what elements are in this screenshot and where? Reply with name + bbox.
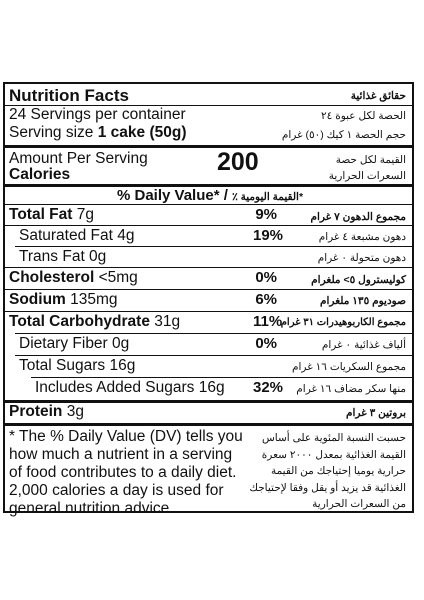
- nutrient-saturated-fat: [19, 227, 134, 245]
- divider-thick: [5, 423, 412, 426]
- nutrient-amount: 4g: [112, 227, 135, 244]
- nutrient-protein: [9, 403, 84, 421]
- daily-value-label: % Daily Value* /: [117, 187, 233, 204]
- calories-value: 200: [217, 148, 259, 176]
- servings-per-container-ar: الحصة لكل عبوة ٢٤: [321, 110, 406, 122]
- amount-per-serving: Amount Per Serving: [9, 150, 148, 167]
- nutrient-name: Total Sugars: [19, 357, 106, 374]
- nutrient-ar: دهون متحولة ٠ غرام: [317, 252, 406, 264]
- divider-thick: [5, 145, 412, 148]
- nutrient-pct: 9%: [255, 206, 277, 223]
- panel-title: Nutrition Facts: [9, 86, 129, 105]
- divider: [15, 333, 412, 334]
- nutrient-name: Trans Fat: [19, 248, 85, 265]
- nutrient-amount: <5mg: [94, 269, 138, 286]
- calories-label: Calories: [9, 166, 71, 183]
- footnote-ar: حسبت النسبة المئوية على أساس القيمة الغذائية بمعدل ٢٠٠٠ سعرة حرارية يوميا إحتياجك من القيمة الغذائية قد يزيد أو يقل وفقا لإحتياجك من السعرات الحرارية: [249, 432, 406, 510]
- nutrient-name: Total Carbohydrate: [9, 313, 150, 330]
- divider: [31, 377, 412, 378]
- divider: [5, 311, 412, 312]
- nutrient-dietary-fiber: [19, 335, 129, 353]
- nutrient-sodium: [9, 291, 118, 309]
- nutrient-pct: 6%: [255, 291, 277, 308]
- nutrient-ar: مجموع الدهون ٧ غرام: [310, 211, 406, 223]
- amount-per-serving-ar: القيمة لكل حصة: [335, 154, 406, 166]
- nutrient-pct: 19%: [253, 227, 284, 244]
- panel-title-ar: حقائق غذائية: [350, 90, 406, 102]
- servings-per-container: 24 Servings per container: [9, 106, 186, 123]
- nutrient-total-sugars: [19, 357, 135, 375]
- serving-size-label: Serving size: [9, 124, 98, 141]
- nutrient-amount: 0g: [84, 248, 107, 265]
- footnote: * The % Daily Value (DV) tells you how much a nutrient in a serving of food contributes to a daily diet. 2,000 calories a day is used for general nutrition advice.: [9, 428, 243, 517]
- nutrient-amount: 16g: [105, 357, 136, 374]
- divider: [5, 267, 412, 268]
- nutrient-cholesterol: [9, 269, 138, 287]
- nutrient-amount: 16g: [194, 379, 225, 396]
- daily-value-label-ar: القيمة اليومية ٪: [232, 191, 299, 203]
- divider: [15, 246, 412, 247]
- divider: [5, 225, 412, 226]
- nutrient-ar: مجموع السكريات ١٦ غرام: [292, 361, 406, 373]
- nutrient-name: Saturated Fat: [19, 227, 113, 244]
- nutrition-facts-panel: [3, 82, 414, 517]
- nutrient-pct: 0%: [255, 335, 277, 352]
- nutrient-ar: ألياف غذائية ٠ غرام: [321, 339, 406, 351]
- daily-value-suffix-ar: *: [298, 191, 304, 203]
- nutrient-added-sugars: [35, 379, 225, 397]
- divider: [5, 289, 412, 290]
- nutrient-name: Protein: [9, 403, 63, 420]
- nutrient-ar: صوديوم ١٣٥ ملغرام: [320, 295, 406, 307]
- nutrient-amount: 31g: [149, 313, 181, 330]
- nutrient-name: Includes Added Sugars: [35, 379, 195, 396]
- serving-size: [9, 124, 186, 142]
- nutrient-amount: 135mg: [65, 291, 118, 308]
- serving-size-ar: حجم الحصة ١ كيك (٥٠) غرام: [281, 129, 406, 141]
- nutrient-ar: دهون مشبعة ٤ غرام: [318, 231, 406, 243]
- daily-value-header: [117, 187, 303, 204]
- nutrient-pct: 32%: [253, 379, 284, 396]
- nutrient-total-fat: [9, 206, 94, 224]
- nutrient-pct: 11%: [253, 313, 283, 330]
- calories-label-ar: السعرات الحرارية: [328, 170, 406, 182]
- nutrient-name: Sodium: [9, 291, 66, 308]
- nutrient-total-carbohydrate: [9, 313, 180, 331]
- nutrient-ar: منها سكر مضاف ١٦ غرام: [296, 383, 406, 395]
- nutrient-amount: 0g: [107, 335, 130, 352]
- nutrient-name: Dietary Fiber: [19, 335, 108, 352]
- nutrient-trans-fat: [19, 248, 106, 266]
- nutrient-amount: 3g: [62, 403, 84, 420]
- nutrient-ar: كوليسترول ٥> ملغرام: [311, 274, 406, 286]
- nutrient-ar: بروتين ٣ غرام: [345, 407, 406, 419]
- nutrient-name: Total Fat: [9, 206, 73, 223]
- serving-size-value: 1 cake (50g): [97, 124, 187, 141]
- nutrient-amount: 7g: [72, 206, 94, 223]
- divider: [15, 355, 412, 356]
- nutrient-ar: مجموع الكاربوهيدرات ٣١ غرام: [280, 317, 406, 328]
- nutrient-name: Cholesterol: [9, 269, 95, 286]
- divider: [5, 204, 412, 205]
- nutrient-pct: 0%: [255, 269, 277, 286]
